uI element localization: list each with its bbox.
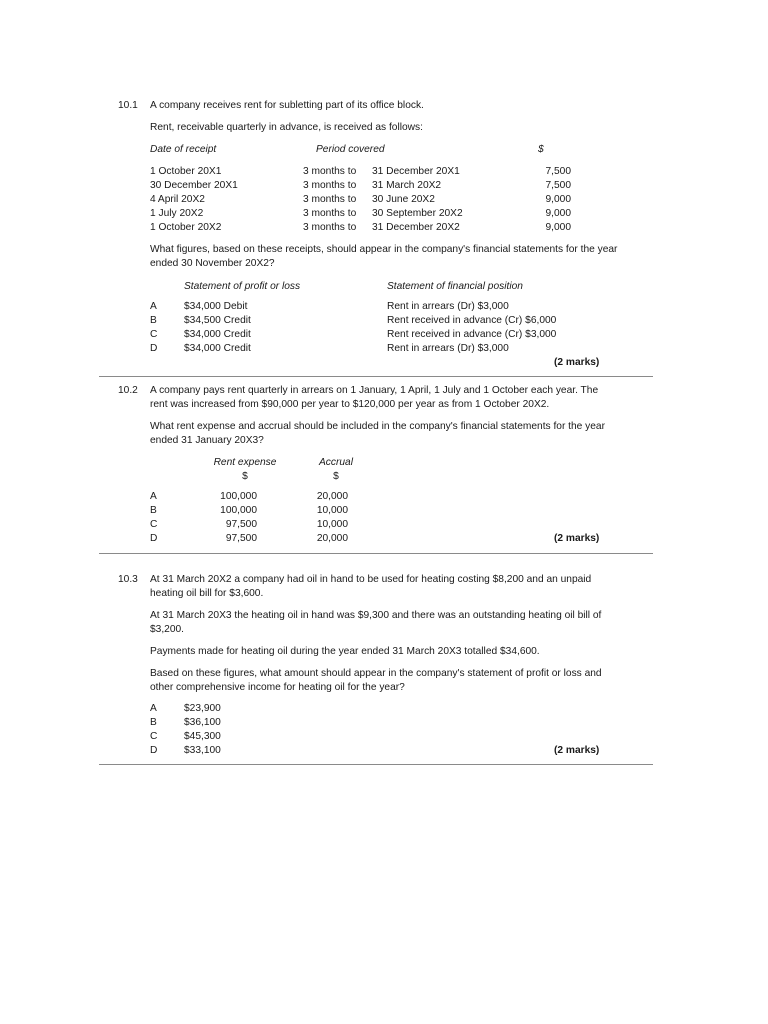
option-accrual: 20,000 [316,491,348,502]
receipt-date: 1 October 20X2 [150,222,222,233]
question-text-line-3: At 31 March 20X3 the heating oil in hand was $9,300 and there was an outstanding heating oil bill of [150,610,602,621]
receipt-date: 1 July 20X2 [150,208,204,219]
question-text-line-2: rent was increased from $90,000 per year to $120,000 per year as from 1 October 20X2. [150,399,550,410]
marks-label: (2 marks) [554,357,600,368]
header-accrual: Accrual [319,457,353,468]
receipt-months: 3 months to [303,222,357,233]
question-text-line-1: A company pays rent quarterly in arrears on 1 January, 1 April, 1 July and 1 October each year. The [150,385,599,396]
receipt-amount: 7,500 [545,180,571,191]
option-accrual: 10,000 [316,519,348,530]
receipt-months: 3 months to [303,166,357,177]
marks-label: (2 marks) [554,533,600,544]
receipt-months: 3 months to [303,208,357,219]
option-value: $36,100 [184,717,221,728]
header-financial-position: Statement of financial position [387,281,523,292]
option-value: $33,100 [184,745,221,756]
receipt-period: 31 December 20X1 [372,166,460,177]
receipt-months: 3 months to [303,194,357,205]
option-financial-position: Rent in arrears (Dr) $3,000 [387,301,509,312]
question-number: 10.2 [118,385,138,396]
option-rent-expense: 97,500 [225,519,257,530]
option-value: $23,900 [184,703,221,714]
receipt-period: 30 June 20X2 [372,194,435,205]
receipt-amount: 9,000 [545,208,571,219]
option-profit-or-loss: $34,000 Debit [184,301,248,312]
receipt-period: 31 December 20X2 [372,222,460,233]
option-financial-position: Rent received in advance (Cr) $3,000 [387,329,557,340]
receipt-amount: 7,500 [545,166,571,177]
section-divider [99,764,653,765]
question-number: 10.1 [118,100,138,111]
option-letter: B [150,505,157,516]
option-letter: C [150,731,158,742]
unit-expense: $ [242,471,248,482]
receipt-amount: 9,000 [545,194,571,205]
receipt-period: 30 September 20X2 [372,208,463,219]
question-text-line-5: Payments made for heating oil during the year ended 31 March 20X3 totalled $34,600. [150,646,540,657]
option-profit-or-loss: $34,000 Credit [184,343,251,354]
option-accrual: 20,000 [316,533,348,544]
question-text: A company receives rent for subletting part of its office block. [150,100,424,111]
header-amount: $ [538,144,544,155]
option-accrual: 10,000 [316,505,348,516]
question-intro: Rent, receivable quarterly in advance, is received as follows: [150,122,423,133]
question-ask-line-1: What figures, based on these receipts, should appear in the company's financial statements for the year [150,244,618,255]
question-ask-line-2: ended 30 November 20X2? [150,258,275,269]
question-number: 10.3 [118,574,138,585]
option-rent-expense: 97,500 [225,533,257,544]
receipt-date: 1 October 20X1 [150,166,222,177]
option-value: $45,300 [184,731,221,742]
option-letter: C [150,329,158,340]
receipt-date: 4 April 20X2 [150,194,205,205]
receipt-months: 3 months to [303,180,357,191]
option-letter: B [150,315,157,326]
option-letter: B [150,717,157,728]
option-letter: D [150,343,158,354]
receipt-date: 30 December 20X1 [150,180,238,191]
receipt-period: 31 March 20X2 [372,180,442,191]
option-profit-or-loss: $34,500 Credit [184,315,251,326]
section-divider [99,376,653,377]
question-ask-line-2: ended 31 January 20X3? [150,435,264,446]
question-ask-line-1: What rent expense and accrual should be included in the company's financial statements for the year [150,421,605,432]
option-financial-position: Rent received in advance (Cr) $6,000 [387,315,557,326]
header-rent-expense: Rent expense [213,457,277,468]
option-letter: C [150,519,158,530]
marks-label: (2 marks) [554,745,600,756]
option-financial-position: Rent in arrears (Dr) $3,000 [387,343,509,354]
header-period-covered: Period covered [316,144,385,155]
question-ask-line-2: other comprehensive income for heating oil for the year? [150,682,405,693]
option-letter: A [150,491,157,502]
option-rent-expense: 100,000 [220,491,257,502]
question-ask-line-1: Based on these figures, what amount should appear in the company's statement of profit or loss and [150,668,602,679]
option-letter: A [150,301,157,312]
question-text-line-1: At 31 March 20X2 a company had oil in hand to be used for heating costing $8,200 and an unpaid [150,574,592,585]
question-text-line-2: heating oil bill for $3,600. [150,588,264,599]
question-text-line-4: $3,200. [150,624,184,635]
option-profit-or-loss: $34,000 Credit [184,329,251,340]
option-rent-expense: 100,000 [220,505,257,516]
unit-accrual: $ [333,471,339,482]
section-divider [99,553,653,554]
option-letter: D [150,745,158,756]
header-date-of-receipt: Date of receipt [150,144,217,155]
option-letter: D [150,533,158,544]
receipt-amount: 9,000 [545,222,571,233]
option-letter: A [150,703,157,714]
header-profit-or-loss: Statement of profit or loss [184,281,301,292]
